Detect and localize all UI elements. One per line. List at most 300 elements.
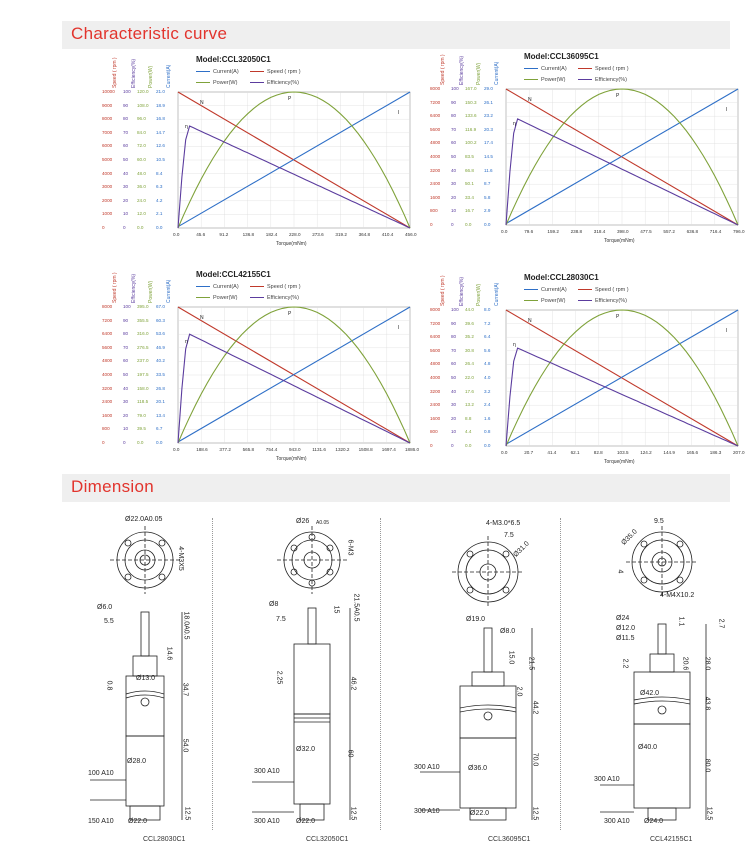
tick-power: 0.0	[465, 443, 472, 448]
tick-eff: 90	[451, 320, 457, 326]
legend-swatch-power	[196, 82, 210, 83]
tick-x: 228.0	[289, 232, 301, 237]
tick-eff: 40	[451, 388, 457, 394]
tick-x: 377.2	[219, 447, 231, 452]
drawing-ccl28030c1	[70, 510, 210, 830]
curve-label-p: P	[616, 93, 620, 99]
tick-power: 116.9	[465, 126, 477, 132]
tick-power: 395.0	[137, 304, 149, 309]
legend-label-efficiency: Efficiency(%)	[267, 80, 299, 86]
tick-speed: 8000	[102, 304, 113, 309]
tick-speed: 2400	[430, 181, 441, 187]
divider-3	[560, 518, 561, 830]
tick-current: 13.4	[156, 412, 165, 418]
legend-swatch-efficiency	[578, 79, 592, 80]
chart-ccl36095c1	[428, 47, 748, 247]
ccl28030-body-dia: Ø28.0	[127, 758, 147, 765]
tick-power: 50.1	[465, 181, 474, 187]
tick-eff: 70	[451, 347, 457, 353]
tick-power: 72.0	[137, 143, 146, 149]
axis-title-efficiency: Efficiency(%)	[459, 276, 465, 306]
tick-speed: 0	[102, 225, 105, 230]
legend-swatch-current	[524, 289, 538, 290]
tick-eff: 100	[451, 86, 459, 91]
drawing-ccl32050c1	[232, 510, 372, 830]
legend-power	[524, 77, 565, 83]
tick-eff: 90	[451, 99, 457, 105]
ccl42155-l1: 1.1	[677, 616, 685, 627]
tick-power: 84.0	[137, 129, 146, 135]
tick-x: 159.2	[547, 229, 559, 234]
legend-power	[524, 298, 565, 304]
axis-title-current: Current(A)	[494, 61, 500, 85]
axis-title-power: Power(W)	[148, 280, 154, 303]
tick-eff: 80	[451, 113, 457, 119]
ccl36095-body-dia: Ø36.0	[468, 765, 488, 772]
tick-speed: 2400	[430, 402, 441, 408]
tick-power: 118.5	[137, 399, 149, 405]
tick-speed: 0	[102, 440, 105, 445]
ccl42155-d2: Ø12.0	[616, 625, 636, 632]
tick-eff: 0	[123, 225, 126, 230]
ccl28030-top-dia: Ø22.0A0.05	[125, 516, 163, 523]
tick-current: 67.0	[156, 304, 165, 309]
tick-speed: 7000	[102, 129, 113, 135]
ccl36095-len-a: 44.2	[531, 700, 539, 715]
tick-current: 3.2	[484, 388, 491, 394]
legend-current	[196, 284, 239, 290]
tick-x: 182.4	[265, 232, 278, 237]
tick-eff: 20	[451, 415, 457, 421]
curve-label-eta: η	[513, 121, 516, 127]
tick-x: 410.4	[381, 232, 394, 237]
legend-swatch-speed	[578, 289, 592, 290]
tick-eff: 90	[123, 317, 129, 323]
tick-x: 796.0	[733, 229, 745, 234]
tick-speed: 6000	[102, 143, 113, 149]
tick-current: 6.4	[484, 334, 491, 340]
tick-eff: 50	[123, 157, 129, 162]
tick-eff: 30	[123, 399, 129, 405]
tick-current: 0.8	[484, 429, 491, 435]
axis-title-power: Power(W)	[476, 283, 482, 306]
ccl42155-lead2: 300 A10	[604, 818, 630, 825]
drawing-ccl42155c1	[580, 510, 730, 830]
tick-speed: 4000	[430, 375, 441, 380]
tick-x: 186.3	[709, 450, 722, 455]
curve-label-n: N	[200, 100, 204, 106]
tick-speed: 4000	[102, 170, 113, 176]
tick-speed: 1000	[102, 211, 113, 217]
ccl36095-len-b: 70.0	[531, 752, 539, 767]
ccl32050-end: 12.5	[349, 806, 357, 821]
curve-label-eta: η	[185, 339, 188, 345]
ccl36095-end: 12.5	[531, 806, 539, 821]
legend-efficiency	[578, 298, 627, 304]
tick-current: 8.7	[484, 181, 491, 187]
curve-label-i: I	[398, 110, 400, 116]
tick-x: 1886.0	[405, 447, 420, 452]
tick-x: 207.0	[733, 450, 745, 455]
tick-power: 33.4	[465, 194, 474, 200]
caption-ccl28030c1: CCL28030C1	[143, 836, 186, 843]
tick-current: 0.0	[484, 222, 491, 227]
tick-x: 716.4	[709, 229, 722, 234]
tick-power: 120.0	[137, 89, 149, 94]
ccl42155-l3: 2.2	[621, 658, 629, 669]
tick-eff: 70	[123, 344, 129, 350]
x-axis-label: Torque(mNm)	[604, 238, 635, 244]
tick-x: 319.2	[335, 232, 347, 237]
ccl42155-body2-dia: Ø40.0	[638, 744, 658, 751]
legend-efficiency	[578, 77, 627, 83]
tick-speed: 8000	[430, 86, 441, 91]
tick-speed: 4000	[430, 154, 441, 159]
tick-speed: 2000	[102, 197, 113, 203]
tick-speed: 800	[102, 426, 110, 432]
curve-label-p: P	[288, 96, 292, 102]
ccl32050-gap: 2.25	[275, 670, 283, 685]
ccl28030-flat: 5.5	[104, 618, 114, 625]
tick-power: 44.0	[465, 307, 474, 312]
dimension-section-title: Dimension	[71, 477, 155, 496]
ccl42155-side: 4	[616, 569, 624, 574]
tick-power: 17.6	[465, 388, 474, 394]
tick-speed: 7200	[102, 317, 113, 323]
tick-eff: 50	[451, 375, 457, 380]
tick-x: 1131.6	[312, 447, 326, 452]
chart-ccl28030c1	[428, 268, 748, 468]
ccl42155-l2: 2.7	[717, 618, 725, 629]
ccl36095-pcd: 7.5	[504, 532, 514, 539]
tick-speed: 3200	[430, 388, 441, 394]
legend-speed	[250, 69, 301, 75]
tick-speed: 3200	[102, 385, 113, 391]
curve-label-i: I	[726, 107, 728, 113]
ccl28030-lead2: 150 A10	[88, 818, 114, 825]
x-axis-label: Torque(mNm)	[276, 241, 307, 247]
tick-current: 0.0	[484, 443, 491, 448]
tick-current: 20.3	[484, 126, 493, 132]
x-axis-label: Torque(mNm)	[604, 459, 635, 465]
tick-current: 5.6	[484, 347, 491, 353]
tick-power: 4.4	[465, 429, 472, 435]
tick-current: 6.7	[156, 426, 163, 432]
tick-eff: 10	[451, 429, 457, 435]
tick-power: 39.5	[137, 426, 146, 432]
tick-power: 83.5	[465, 154, 474, 159]
tick-current: 60.3	[156, 317, 165, 323]
legend-current	[524, 66, 567, 72]
legend-swatch-efficiency	[250, 297, 264, 298]
ccl42155-holes: 4-M4X10.2	[660, 592, 695, 599]
tick-power: 150.3	[465, 99, 477, 105]
tick-x: 0.0	[173, 447, 180, 452]
ccl32050-shaft-dia: Ø8	[269, 601, 279, 608]
legend-label-power: Power(W)	[541, 298, 566, 304]
caption-ccl36095c1: CCL36095C1	[488, 836, 531, 843]
tick-x: 273.6	[312, 232, 324, 237]
tick-speed: 4800	[430, 361, 441, 367]
tick-speed: 4000	[102, 372, 113, 377]
drawing-ccl28030c1-svg	[70, 510, 210, 830]
legend-swatch-speed	[578, 68, 592, 69]
drawing-ccl32050c1-svg	[232, 510, 372, 830]
tick-x: 79.6	[524, 229, 534, 234]
tick-power: 30.8	[465, 347, 474, 353]
tick-x: 144.9	[663, 450, 675, 455]
ccl32050-shaft-len: 21.5A0.5	[352, 593, 360, 622]
curve-label-n: N	[528, 97, 532, 103]
ccl42155-lead: 300 A10	[594, 776, 620, 783]
ccl36095-flat: 15.0	[507, 650, 515, 665]
tick-x: 456.0	[405, 232, 417, 237]
legend-current	[524, 287, 567, 293]
tick-x: 557.2	[663, 229, 675, 234]
tick-speed: 800	[430, 429, 438, 435]
tick-power: 48.0	[137, 170, 146, 176]
tick-x: 238.8	[570, 229, 583, 234]
axis-title-speed: Speed ( rpm )	[112, 272, 118, 303]
legend-power	[196, 295, 237, 301]
legend-label-speed: Speed ( rpm )	[267, 284, 301, 290]
axis-title-speed: Speed ( rpm )	[440, 54, 446, 85]
tick-current: 16.8	[156, 116, 165, 122]
legend-swatch-speed	[250, 286, 264, 287]
tick-speed: 5600	[430, 347, 441, 353]
ccl42155-body-dia: Ø42.0	[640, 690, 660, 697]
tick-x: 124.2	[640, 450, 652, 455]
tick-x: 364.8	[358, 232, 371, 237]
ccl28030-lead: 100 A10	[88, 770, 114, 777]
ccl28030-shaft-len: 18.0A0.5	[182, 611, 190, 640]
tick-speed: 6400	[102, 331, 113, 337]
chart-ccl32050c1	[100, 50, 420, 250]
ccl28030-base-dia: Ø22.0	[128, 818, 148, 825]
tick-current: 18.9	[156, 102, 165, 108]
legend-swatch-current	[524, 68, 538, 69]
tick-speed: 10000	[102, 89, 115, 94]
legend-swatch-power	[524, 300, 538, 301]
tick-power: 8.8	[465, 415, 472, 421]
tick-x: 136.8	[242, 232, 255, 237]
tick-current: 8.0	[484, 307, 491, 312]
tick-eff: 70	[451, 126, 457, 132]
ccl32050-lead: 300 A10	[254, 768, 280, 775]
tick-power: 167.0	[465, 86, 477, 91]
chart-ccl42155c1	[100, 265, 420, 465]
tick-eff: 100	[123, 304, 131, 309]
curve-label-p: P	[616, 314, 620, 320]
tick-x: 165.6	[686, 450, 699, 455]
tick-eff: 20	[123, 412, 129, 418]
tick-speed: 1600	[430, 194, 441, 200]
tick-power: 66.8	[465, 167, 474, 173]
tick-speed: 2400	[102, 399, 113, 405]
axis-title-current: Current(A)	[166, 64, 172, 88]
ccl42155-len-a: 43.8	[703, 696, 711, 711]
tick-power: 35.2	[465, 334, 474, 340]
tick-power: 158.0	[137, 385, 149, 391]
legend-speed	[578, 287, 629, 293]
tick-current: 4.0	[484, 375, 491, 380]
tick-x: 103.5	[617, 450, 629, 455]
legend-label-current: Current(A)	[213, 284, 239, 290]
tick-eff: 80	[451, 334, 457, 340]
tick-current: 7.2	[484, 320, 491, 326]
tick-speed: 6400	[430, 334, 441, 340]
tick-x: 1508.8	[358, 447, 373, 452]
tick-speed: 5600	[102, 344, 113, 350]
ccl36095-lead: 300 A10	[414, 764, 440, 771]
tick-current: 20.1	[156, 399, 165, 405]
x-axis-label: Torque(mNm)	[276, 456, 307, 462]
legend-swatch-current	[196, 286, 210, 287]
tick-current: 0.0	[156, 225, 163, 230]
ccl32050-len-b: 60	[346, 749, 354, 758]
tick-speed: 1600	[102, 412, 113, 418]
legend-label-efficiency: Efficiency(%)	[595, 298, 627, 304]
tick-power: 316.0	[137, 331, 149, 337]
tick-speed: 0	[430, 443, 433, 448]
legend-swatch-efficiency	[250, 82, 264, 83]
tick-current: 5.8	[484, 194, 491, 200]
ccl36095-top-dia: Ø31.0	[512, 540, 531, 559]
tick-speed: 5600	[430, 126, 441, 132]
curve-label-eta: η	[513, 342, 516, 348]
curve-label-i: I	[726, 328, 728, 334]
tick-eff: 0	[451, 222, 454, 227]
tick-x: 188.6	[196, 447, 208, 452]
tick-x: 45.6	[196, 232, 206, 237]
ccl42155-key: 9.5	[654, 518, 664, 525]
legend-label-efficiency: Efficiency(%)	[595, 77, 627, 83]
ccl28030-thread: 4-M3X5	[176, 546, 184, 571]
tick-x: 1320.2	[335, 447, 350, 452]
ccl32050-thread: 6-M3	[346, 539, 354, 556]
tick-x: 82.8	[593, 450, 603, 455]
tick-eff: 50	[123, 372, 129, 377]
tick-current: 1.6	[484, 415, 491, 421]
tick-eff: 10	[123, 426, 129, 432]
tick-current: 26.1	[484, 99, 493, 105]
curve-label-eta: η	[185, 124, 188, 130]
axis-title-power: Power(W)	[148, 65, 154, 88]
drawing-ccl36095c1	[400, 510, 555, 830]
tick-power: 22.0	[465, 375, 474, 380]
ccl28030-len-a: 34.7	[181, 682, 189, 697]
legend-swatch-power	[196, 297, 210, 298]
legend-swatch-speed	[250, 71, 264, 72]
tick-x: 0.0	[501, 229, 508, 234]
tick-x: 565.8	[242, 447, 255, 452]
tick-power: 96.0	[137, 116, 146, 122]
ccl42155-l4: 28.0	[703, 656, 711, 671]
axis-title-speed: Speed ( rpm )	[112, 57, 118, 88]
legend-label-current: Current(A)	[541, 66, 567, 72]
tick-x: 636.8	[686, 229, 699, 234]
legend-label-speed: Speed ( rpm )	[595, 66, 629, 72]
ccl32050-lead2: 300 A10	[254, 818, 280, 825]
ccl42155-end: 12.5	[705, 806, 713, 821]
ccl32050-flat: 7.5	[276, 616, 286, 623]
tick-power: 355.5	[137, 317, 149, 323]
tick-speed: 800	[430, 208, 438, 214]
tick-current: 17.4	[484, 140, 493, 146]
tick-current: 53.6	[156, 331, 165, 337]
divider-2	[380, 518, 381, 830]
legend-swatch-power	[524, 79, 538, 80]
tick-current: 46.9	[156, 344, 165, 350]
tick-current: 40.2	[156, 358, 165, 364]
tick-eff: 10	[451, 208, 457, 214]
ccl28030-end: 12.5	[183, 806, 191, 821]
tick-power: 0.0	[137, 225, 144, 230]
tick-power: 0.0	[465, 222, 472, 227]
tick-x: 20.7	[524, 450, 534, 455]
tick-speed: 1600	[430, 415, 441, 421]
curve-section-header	[62, 21, 730, 49]
legend-speed	[250, 284, 301, 290]
tick-speed: 0	[430, 222, 433, 227]
tick-current: 2.9	[484, 208, 491, 214]
ccl42155-top-dia: Ø35.0	[620, 528, 639, 547]
legend-efficiency	[250, 80, 299, 86]
tick-eff: 30	[123, 184, 129, 190]
ccl42155-len-b: 80.0	[703, 758, 711, 773]
tick-eff: 60	[451, 361, 457, 367]
tick-power: 13.2	[465, 402, 474, 408]
tick-current: 4.2	[156, 197, 163, 203]
tick-power: 79.0	[137, 412, 146, 418]
chart-title: Model:CCL32050C1	[196, 55, 271, 64]
ccl28030-boss: Ø13.0	[136, 675, 156, 682]
tick-eff: 60	[451, 140, 457, 146]
legend-swatch-current	[196, 71, 210, 72]
tick-x: 62.1	[570, 450, 580, 455]
tick-speed: 3000	[102, 184, 113, 190]
caption-ccl42155c1: CCL42155C1	[650, 836, 693, 843]
tick-speed: 7200	[430, 320, 441, 326]
curve-label-n: N	[200, 315, 204, 321]
curve-section-title: Characteristic curve	[71, 24, 228, 43]
tick-eff: 90	[123, 102, 129, 108]
axis-title-efficiency: Efficiency(%)	[131, 273, 137, 303]
tick-x: 1697.4	[381, 447, 396, 452]
tick-current: 11.6	[484, 167, 493, 173]
tick-eff: 0	[123, 440, 126, 445]
tick-speed: 7200	[430, 99, 441, 105]
tick-speed: 3200	[430, 167, 441, 173]
ccl42155-l5: 20.6	[681, 656, 689, 671]
axis-title-efficiency: Efficiency(%)	[131, 58, 137, 88]
tick-eff: 50	[451, 154, 457, 159]
legend-label-power: Power(W)	[213, 80, 238, 86]
tick-x: 943.0	[289, 447, 301, 452]
tick-speed: 9000	[102, 102, 113, 108]
ccl36095-thread: 4-M3.0*6.5	[486, 520, 521, 527]
ccl42155-d1: Ø24	[616, 615, 630, 622]
legend-label-current: Current(A)	[213, 69, 239, 75]
ccl36095-lead2: 300 A10	[414, 808, 440, 815]
tick-power: 12.0	[137, 211, 146, 217]
tick-eff: 40	[123, 385, 129, 391]
tick-speed: 5000	[102, 157, 113, 162]
legend-label-speed: Speed ( rpm )	[595, 287, 629, 293]
axis-title-current: Current(A)	[166, 279, 172, 303]
tick-speed: 6400	[430, 113, 441, 119]
axis-title-efficiency: Efficiency(%)	[459, 55, 465, 85]
